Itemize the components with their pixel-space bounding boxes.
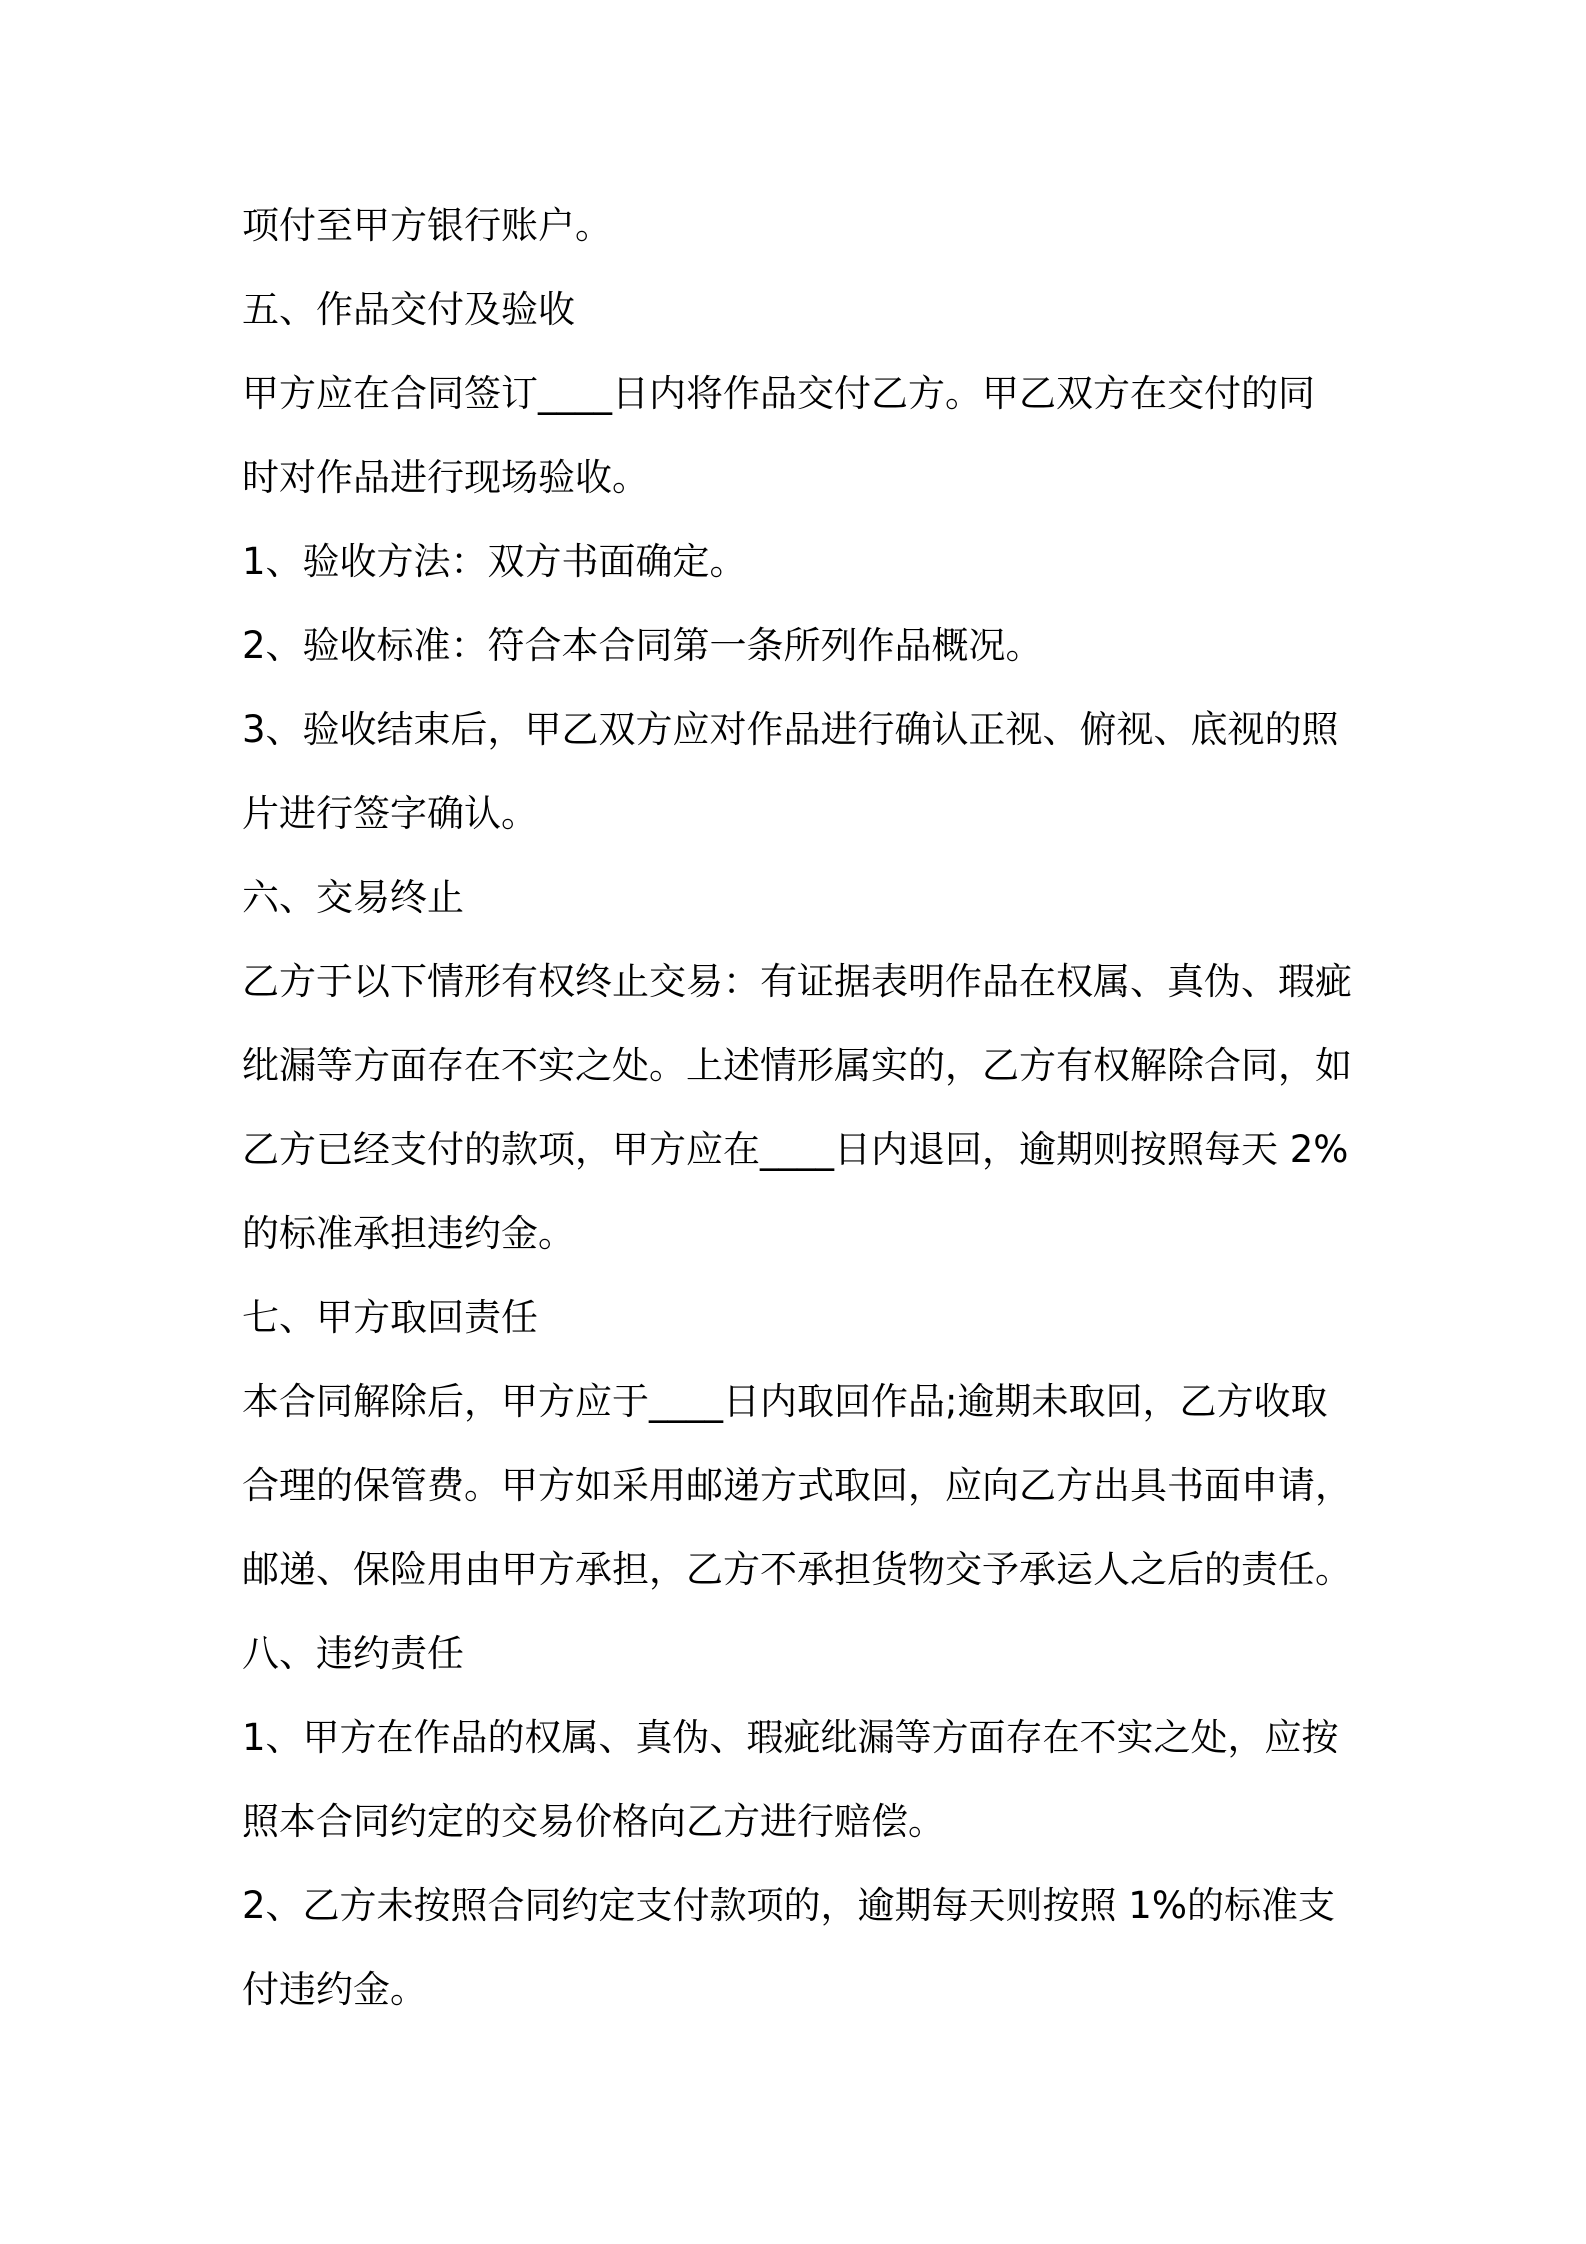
text-line: 甲方应在合同签订____日内将作品交付乙方。甲乙双方在交付的同 bbox=[242, 372, 1315, 415]
text-line: 项付至甲方银行账户。 bbox=[242, 204, 612, 247]
list-item: 2、验收标准：符合本合同第一条所列作品概况。 bbox=[242, 624, 1043, 667]
section-heading: 八、违约责任 bbox=[242, 1632, 464, 1675]
text-line: 合理的保管费。甲方如采用邮递方式取回，应向乙方出具书面申请， bbox=[242, 1464, 1352, 1507]
section-heading: 五、作品交付及验收 bbox=[242, 288, 575, 331]
text-line: 付违约金。 bbox=[242, 1968, 427, 2011]
text-line: 乙方于以下情形有权终止交易：有证据表明作品在权属、真伪、瑕疵 bbox=[242, 960, 1352, 1003]
text-line: 本合同解除后，甲方应于____日内取回作品;逾期未取回，乙方收取 bbox=[242, 1380, 1328, 1423]
section-heading: 七、甲方取回责任 bbox=[242, 1296, 538, 1339]
text-line: 纰漏等方面存在不实之处。上述情形属实的，乙方有权解除合同，如 bbox=[242, 1044, 1352, 1087]
text-line: 邮递、保险用由甲方承担，乙方不承担货物交予承运人之后的责任。 bbox=[242, 1548, 1352, 1591]
text-line: 时对作品进行现场验收。 bbox=[242, 456, 649, 499]
list-item: 2、乙方未按照合同约定支付款项的，逾期每天则按照 1%的标准支 bbox=[242, 1884, 1335, 1927]
text-line: 片进行签字确认。 bbox=[242, 792, 538, 835]
text-line: 照本合同约定的交易价格向乙方进行赔偿。 bbox=[242, 1800, 945, 1843]
text-line: 乙方已经支付的款项，甲方应在____日内退回，逾期则按照每天 2% bbox=[242, 1128, 1349, 1171]
text-line: 的标准承担违约金。 bbox=[242, 1212, 575, 1255]
list-item: 3、验收结束后，甲乙双方应对作品进行确认正视、俯视、底视的照 bbox=[242, 708, 1339, 751]
list-item: 1、验收方法：双方书面确定。 bbox=[242, 540, 747, 583]
list-item: 1、甲方在作品的权属、真伪、瑕疵纰漏等方面存在不实之处，应按 bbox=[242, 1716, 1339, 1759]
section-heading: 六、交易终止 bbox=[242, 876, 464, 919]
